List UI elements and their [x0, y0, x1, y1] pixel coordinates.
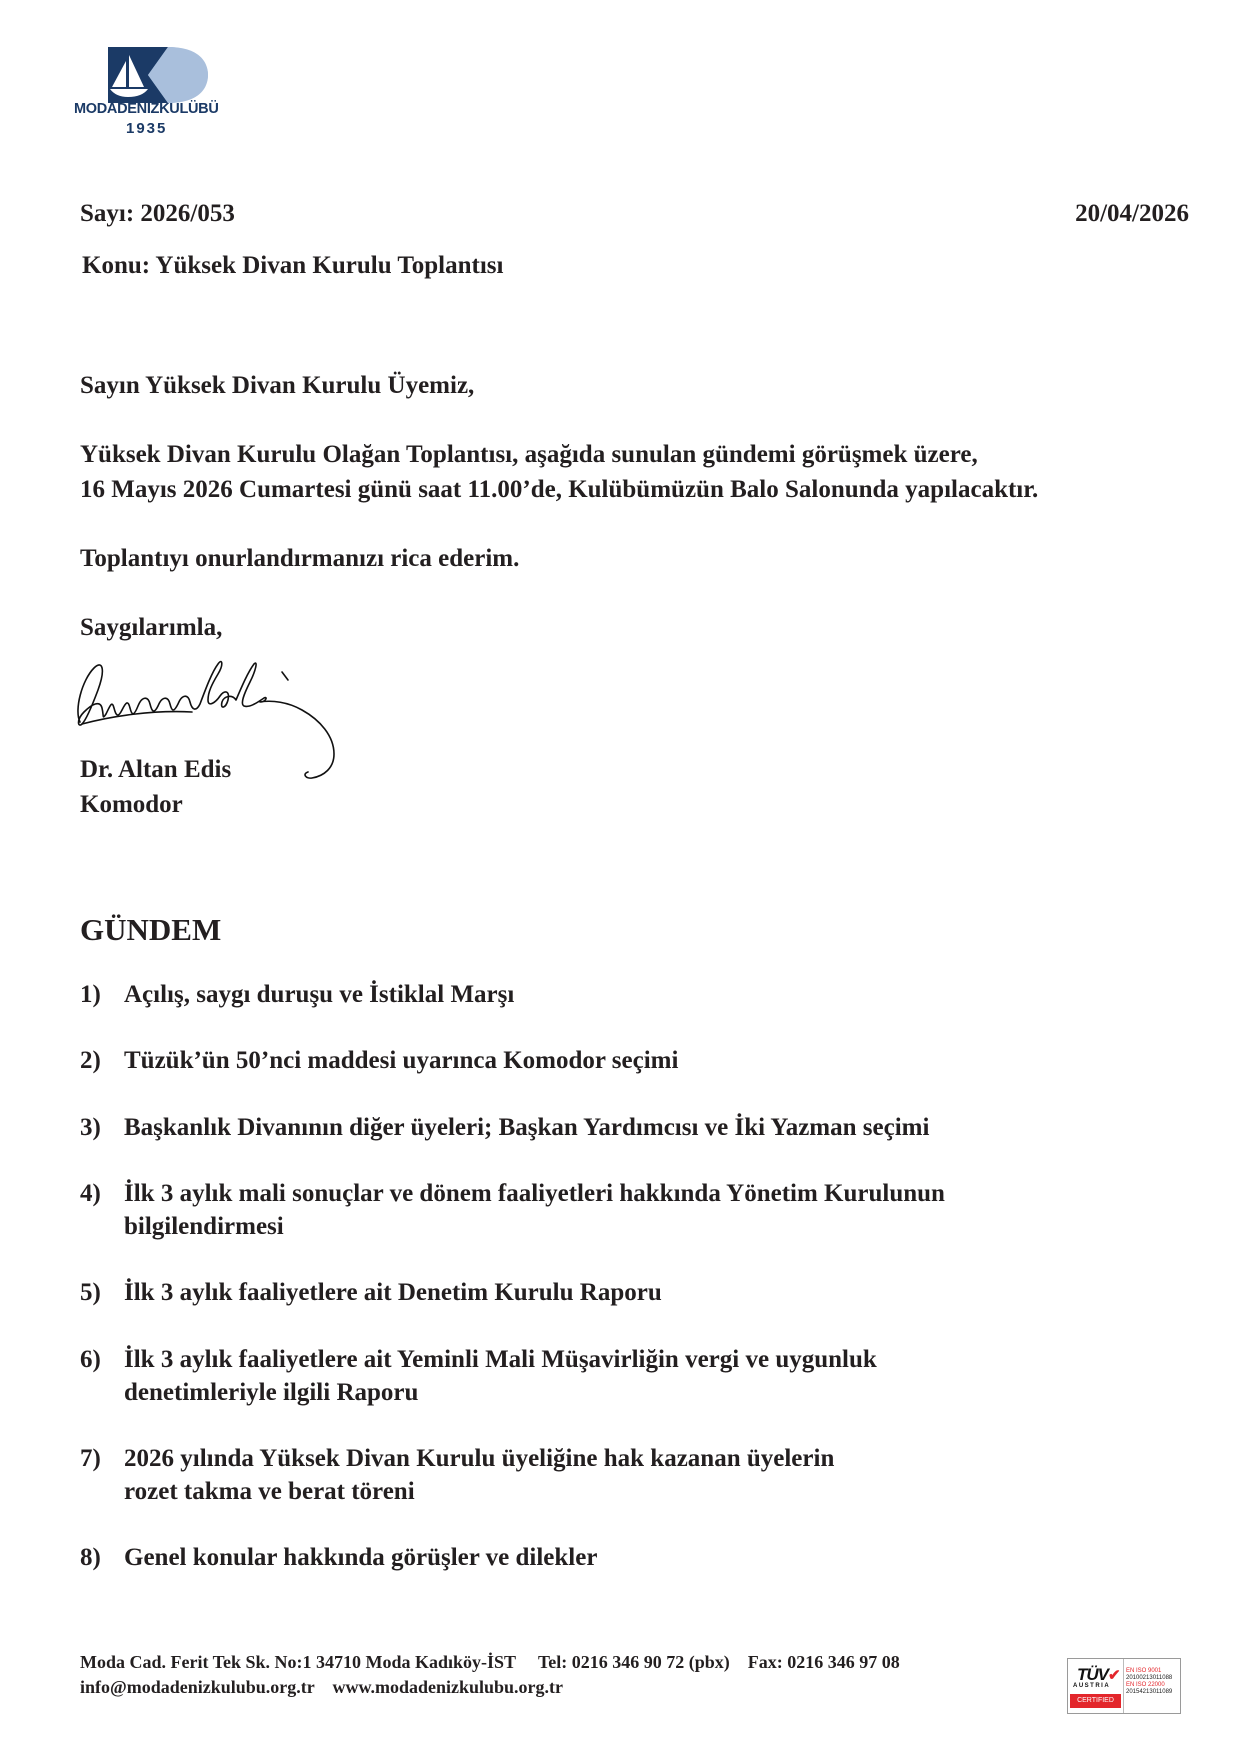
agenda-item-text: Genel konular hakkında görüşler ve dilekler	[124, 1544, 598, 1571]
agenda-item-text: Açılış, saygı duruşu ve İstiklal Marşı	[124, 981, 515, 1008]
agenda-item-number: 7)	[80, 1445, 101, 1472]
document-number: Sayı: 2026/053	[80, 200, 235, 227]
tuv-certified-label: CERTIFIED	[1070, 1694, 1121, 1708]
body-line-2: 16 Mayıs 2026 Cumartesi günü saat 11.00’de, Kulübümüzün Balo Salonunda yapılacaktır.	[80, 476, 1039, 503]
agenda-item-text: Tüzük’ün 50’nci maddesi uyarınca Komodor seçimi	[124, 1047, 679, 1074]
agenda-item-number: 6)	[80, 1346, 101, 1373]
footer-tel[interactable]: Tel: 0216 346 90 72 (pbx)	[537, 1652, 730, 1672]
invitation-text: Toplantıyı onurlandırmanızı rica ederim.	[80, 545, 520, 572]
agenda-item-number: 2)	[80, 1047, 101, 1074]
agenda-item-text: 2026 yılında Yüksek Divan Kurulu üyeliğine hak kazanan üyelerin	[124, 1445, 835, 1472]
footer-web-line	[80, 1675, 563, 1700]
agenda-item-number: 5)	[80, 1279, 101, 1306]
agenda-item-text: İlk 3 aylık faaliyetlere ait Denetim Kurulu Raporu	[124, 1279, 662, 1306]
iso-standard-name: EN ISO 9001	[1126, 1668, 1162, 1674]
tuv-brand: TÜV✔	[1077, 1665, 1120, 1684]
check-mark-icon: ✔	[1108, 1667, 1120, 1684]
iso-standards	[1126, 1668, 1172, 1696]
agenda-item-text: İlk 3 aylık mali sonuçlar ve dönem faaliyetleri hakkında Yönetim Kurulunun	[124, 1180, 945, 1207]
document-date: 20/04/2026	[1075, 200, 1189, 227]
agenda-item-text: İlk 3 aylık faaliyetlere ait Yeminli Mali Müşavirliğin vergi ve uygunluk	[124, 1346, 877, 1373]
agenda-item-number: 4)	[80, 1180, 101, 1207]
agenda-item-number: 3)	[80, 1114, 101, 1141]
agenda-item-text-continued: bilgilendirmesi	[124, 1213, 284, 1240]
agenda-item-number: 1)	[80, 981, 101, 1008]
tuv-country: AUSTRIA	[1073, 1683, 1111, 1689]
document-subject: Konu: Yüksek Divan Kurulu Toplantısı	[82, 252, 504, 279]
footer-email-link[interactable]: info@modadenizkulubu.org.tr	[80, 1677, 315, 1697]
footer-address: Moda Cad. Ferit Tek Sk. No:1 34710 Moda Kadıköy-İST	[80, 1652, 516, 1672]
footer-fax: Fax: 0216 346 97 08	[747, 1652, 900, 1672]
sailboat-logo-icon	[108, 47, 218, 103]
footer-website-link[interactable]: www.modadenizkulubu.org.tr	[332, 1677, 564, 1697]
agenda-title: GÜNDEM	[80, 912, 222, 947]
body-line-1: Yüksek Divan Kurulu Olağan Toplantısı, aşağıda sunulan gündemi görüşmek üzere,	[80, 441, 978, 468]
agenda-item-number: 8)	[80, 1544, 101, 1571]
footer-contact-line	[80, 1650, 900, 1675]
salutation: Sayın Yüksek Divan Kurulu Üyemiz,	[80, 372, 475, 399]
logo-club-name: MODADENİZKULÜBÜ	[74, 101, 219, 117]
tuv-certification-badge	[1067, 1658, 1181, 1714]
iso-standard-number: 20100213011088	[1126, 1675, 1173, 1681]
iso-standard-number: 20154213011089	[1126, 1689, 1173, 1695]
club-logo	[70, 44, 250, 144]
signer-name: Dr. Altan Edis	[80, 756, 232, 783]
agenda-item-text-continued: denetimleriyle ilgili Raporu	[124, 1379, 419, 1406]
agenda-item-text-continued: rozet takma ve berat töreni	[124, 1478, 415, 1505]
iso-standard-name: EN ISO 22000	[1126, 1682, 1165, 1688]
logo-founding-year: 1935	[126, 120, 168, 137]
signer-title: Komodor	[80, 791, 183, 818]
closing-text: Saygılarımla,	[80, 614, 223, 641]
agenda-item-text: Başkanlık Divanının diğer üyeleri; Başkan Yardımcısı ve İki Yazman seçimi	[124, 1114, 930, 1141]
